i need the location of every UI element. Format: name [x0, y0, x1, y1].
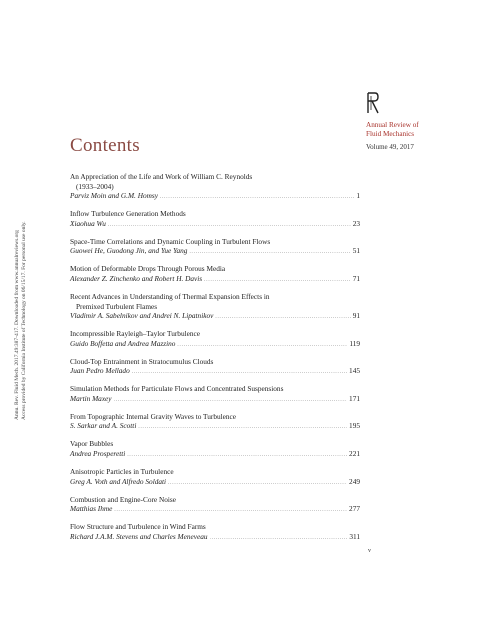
author-row	[70, 532, 360, 544]
page-title: Contents	[70, 135, 140, 156]
toc-entry[interactable]	[70, 357, 360, 378]
article-authors: Juan Pedro Mellado	[70, 366, 130, 376]
author-row	[70, 191, 360, 203]
author-row	[70, 366, 360, 378]
author-row	[70, 477, 360, 489]
author-row	[70, 339, 360, 351]
article-page-number: 221	[349, 448, 360, 458]
article-title: Anisotropic Particles in Turbulence	[70, 466, 174, 476]
article-title: Combustion and Engine-Core Noise	[70, 494, 176, 504]
toc-entry[interactable]	[70, 439, 360, 460]
dot-leader	[138, 421, 347, 433]
access-notice-line1: Annu. Rev. Fluid Mech. 2017.49:387-417. Downloaded from www.annualreviews.org	[14, 230, 20, 420]
toc-entry[interactable]	[70, 209, 360, 230]
dot-leader	[177, 339, 347, 351]
article-authors: Alexander Z. Zinchenko and Robert H. Davis	[70, 273, 203, 283]
author-row	[70, 421, 360, 433]
journal-name-line1: Annual Review of	[366, 121, 419, 129]
article-title: Flow Structure and Turbulence in Wind Farms	[70, 522, 206, 532]
article-title: An Appreciation of the Life and Work of William C. Reynolds	[70, 172, 253, 181]
author-row	[70, 311, 360, 323]
article-authors: Andrea Prosperetti	[70, 448, 126, 458]
dot-leader	[132, 366, 347, 378]
dot-leader	[204, 274, 351, 286]
toc-entry[interactable]	[70, 384, 360, 405]
access-notice	[14, 180, 66, 420]
dot-leader	[108, 219, 351, 231]
toc-entry[interactable]	[70, 495, 360, 516]
article-authors: Parviz Moin and G.M. Homsy	[70, 191, 158, 201]
article-page-number: 249	[349, 476, 360, 486]
article-authors: Greg A. Voth and Alfredo Soldati	[70, 476, 167, 486]
toc-entry[interactable]	[70, 172, 360, 203]
article-authors: Vladimir A. Sabelnikov and Andrei N. Lipatnikov	[70, 311, 214, 321]
dot-leader	[168, 477, 347, 489]
article-title: Inflow Turbulence Generation Methods	[70, 209, 186, 219]
article-title: Incompressible Rayleigh–Taylor Turbulence	[70, 329, 200, 339]
dot-leader	[160, 191, 354, 203]
article-title: (1933–2004)	[76, 181, 114, 191]
dot-leader	[210, 532, 348, 544]
author-row	[70, 246, 360, 258]
volume-label: Volume 49, 2017	[366, 143, 414, 151]
author-row	[70, 274, 360, 286]
article-page-number: 51	[352, 246, 360, 256]
article-title: Recent Advances in Understanding of Thermal Expansion Effects in	[70, 291, 270, 301]
article-title: From Topographic Internal Gravity Waves to Turbulence	[70, 411, 237, 421]
toc-entry[interactable]	[70, 467, 360, 488]
article-title: Space-Time Correlations and Dynamic Coupling in Turbulent Flows	[70, 236, 271, 246]
article-authors: Richard J.A.M. Stevens and Charles Meneveau	[70, 531, 208, 541]
article-authors: Guido Boffetta and Andrea Mazzino	[70, 338, 176, 348]
page-number: v	[368, 548, 371, 554]
article-page-number: 171	[349, 393, 360, 403]
article-title: Vapor Bubbles	[70, 439, 114, 449]
article-page-number: 23	[352, 218, 360, 228]
article-authors: S. Sarkar and A. Scotti	[70, 421, 137, 431]
article-page-number: 71	[352, 273, 360, 283]
author-row	[70, 504, 360, 516]
annual-reviews-logo-icon	[366, 92, 380, 114]
dot-leader	[127, 449, 347, 461]
toc-entry[interactable]	[70, 412, 360, 433]
author-row	[70, 219, 360, 231]
article-page-number: 277	[349, 504, 360, 514]
journal-name	[366, 121, 476, 139]
author-row	[70, 394, 360, 406]
toc-entry[interactable]	[70, 522, 360, 543]
toc-entry[interactable]	[70, 237, 360, 258]
journal-name-line2: Fluid Mechanics	[366, 130, 415, 138]
article-page-number: 145	[349, 366, 360, 376]
article-page-number: 311	[349, 531, 360, 541]
author-row	[70, 449, 360, 461]
article-title: Simulation Methods for Particulate Flows and Concentrated Suspensions	[70, 384, 284, 394]
table-of-contents	[70, 172, 360, 550]
toc-entry[interactable]	[70, 329, 360, 350]
dot-leader	[189, 246, 350, 258]
article-title: Motion of Deformable Drops Through Porous Media	[70, 264, 226, 274]
article-title: Cloud-Top Entrainment in Stratocumulus Clouds	[70, 356, 214, 366]
toc-entry[interactable]	[70, 292, 360, 323]
article-page-number: 1	[356, 191, 360, 201]
article-title: Premixed Turbulent Flames	[76, 301, 158, 311]
article-authors: Matthias Ihme	[70, 504, 113, 514]
article-authors: Xiaohua Wu	[70, 218, 106, 228]
article-authors: Guowei He, Guodong Jin, and Yue Yang	[70, 246, 188, 256]
toc-entry[interactable]	[70, 264, 360, 285]
article-page-number: 195	[349, 421, 360, 431]
dot-leader	[114, 394, 348, 406]
dot-leader	[215, 311, 350, 323]
article-page-number: 91	[352, 311, 360, 321]
dot-leader	[114, 504, 347, 516]
access-notice-line2: Access provided by California Institute of Technology on 06/15/17. For personal use only.	[20, 221, 27, 420]
article-authors: Martin Maxey	[70, 393, 112, 403]
article-page-number: 119	[349, 338, 360, 348]
